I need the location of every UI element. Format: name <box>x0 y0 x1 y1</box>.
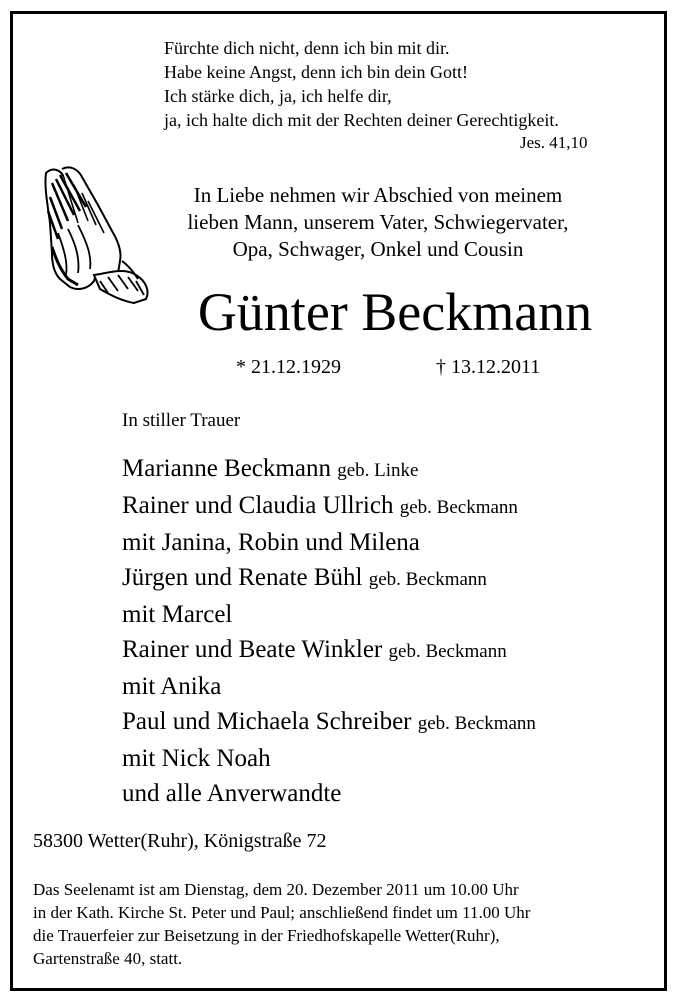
maiden-name-note: geb. Beckmann <box>417 713 536 734</box>
deceased-name: Günter Beckmann <box>197 282 593 342</box>
mourner-name: Marianne Beckmann <box>122 455 331 482</box>
family-address: 58300 Wetter(Ruhr), Königstraße 72 <box>33 830 327 852</box>
mourner-entry <box>122 597 536 632</box>
mourners-list <box>122 451 536 811</box>
mourner-name: Rainer und Claudia Ullrich <box>122 492 394 519</box>
mourner-name: mit Nick Noah <box>122 745 271 772</box>
mourner-entry <box>122 704 536 741</box>
mourner-entry <box>122 741 536 776</box>
mourner-entry <box>122 632 536 669</box>
mourner-name: mit Anika <box>122 673 222 700</box>
mourner-name: Rainer und Beate Winkler <box>122 636 383 663</box>
death-date: † 13.12.2011 <box>436 356 541 378</box>
bible-verse <box>164 36 559 132</box>
verse-line: ja, ich halte dich mit der Rechten deiner Gerechtigkeit. <box>164 110 559 130</box>
verse-line: Habe keine Angst, denn ich bin dein Gott! <box>164 62 468 82</box>
farewell-text <box>168 182 588 263</box>
maiden-name-note: geb. Beckmann <box>368 569 487 590</box>
service-line: die Trauerfeier zur Beisetzung in der Friedhofskapelle Wetter(Ruhr), <box>33 926 500 945</box>
mourner-entry <box>122 776 536 811</box>
mourning-intro: In stiller Trauer <box>122 410 241 431</box>
maiden-name-note: geb. Beckmann <box>399 497 518 518</box>
maiden-name-note: geb. Linke <box>337 460 419 481</box>
birth-date: * 21.12.1929 <box>236 356 341 378</box>
mourner-entry <box>122 560 536 597</box>
farewell-line: lieben Mann, unserem Vater, Schwiegervater, <box>187 210 569 234</box>
farewell-line: In Liebe nehmen wir Abschied von meinem <box>193 183 563 207</box>
maiden-name-note: geb. Beckmann <box>388 641 507 662</box>
mourner-name: mit Janina, Robin und Milena <box>122 529 420 556</box>
service-line: in der Kath. Kirche St. Peter und Paul; anschließend findet um 11.00 Uhr <box>33 903 531 922</box>
mourner-name: mit Marcel <box>122 601 233 628</box>
mourner-name: und alle Anverwandte <box>122 780 342 807</box>
mourner-entry <box>122 669 536 704</box>
farewell-line: Opa, Schwager, Onkel und Cousin <box>232 237 524 261</box>
verse-line: Ich stärke dich, ja, ich helfe dir, <box>164 86 392 106</box>
mourner-name: Jürgen und Renate Bühl <box>122 564 363 591</box>
mourner-entry <box>122 451 536 488</box>
mourner-entry <box>122 488 536 525</box>
mourner-name: Paul und Michaela Schreiber <box>122 708 412 735</box>
verse-reference: Jes. 41,10 <box>520 133 588 152</box>
service-line: Das Seelenamt ist am Dienstag, dem 20. Dezember 2011 um 10.00 Uhr <box>33 880 519 899</box>
verse-line: Fürchte dich nicht, denn ich bin mit dir. <box>164 38 450 58</box>
service-line: Gartenstraße 40, statt. <box>33 949 183 968</box>
mourner-entry <box>122 525 536 560</box>
service-details <box>33 878 643 970</box>
